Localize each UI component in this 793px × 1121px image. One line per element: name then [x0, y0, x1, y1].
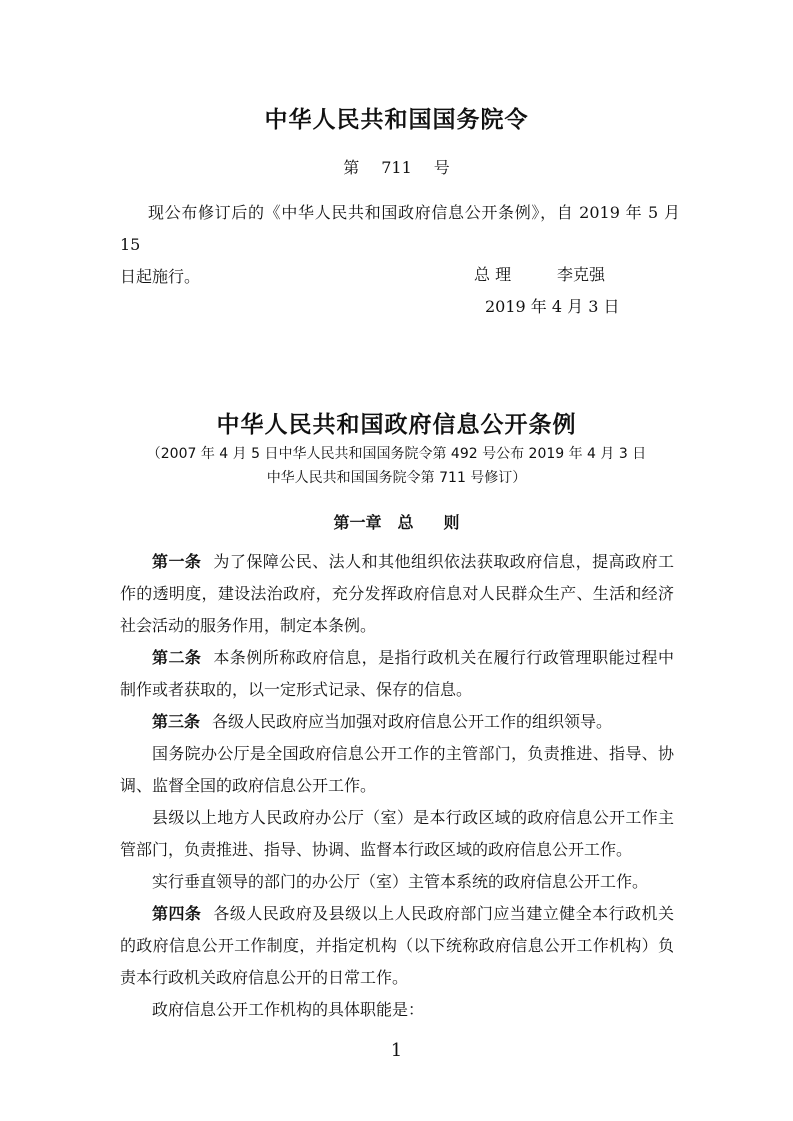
article-paragraph [120, 738, 674, 802]
article-text: 本条例所称政府信息，是指行政机关在履行行政管理职能过程中制作或者获取的，以一定形式记录、保存的信息。 [120, 648, 674, 699]
article-text: 为了保障公民、法人和其他组织依法获取政府信息，提高政府工作的透明度，建设法治政府，充分发挥政府信息对人民群众生产、生活和经济社会活动的服务作用，制定本条例。 [120, 552, 674, 635]
decree-number-prefix: 第 [343, 158, 360, 177]
chapter-title-part: 总 [397, 513, 414, 532]
signer-title: 总 理 [474, 265, 512, 284]
article-paragraph [120, 994, 674, 1026]
decree-title: 中华人民共和国国务院令 [264, 106, 529, 133]
article-label: 第三条 [152, 712, 201, 731]
article-paragraph [120, 898, 674, 994]
decree-number-value: 711 [381, 158, 412, 177]
decree-number [0, 155, 793, 178]
article-label: 第四条 [152, 904, 202, 923]
decree-body-line: 日起施行。 [120, 267, 201, 286]
article-text: 实行垂直领导的部门的办公厅（室）主管本系统的政府信息公开工作。 [152, 872, 649, 891]
signer-name: 李克强 [557, 265, 606, 284]
page-number: 1 [390, 1040, 403, 1061]
decree-body-line: 现公布修订后的《中华人民共和国政府信息公开条例》，自 2019 年 5 月 15 [120, 203, 680, 254]
decree-number-suffix: 号 [433, 158, 450, 177]
article-paragraph [120, 642, 674, 706]
article-text: 国务院办公厅是全国政府信息公开工作的主管部门，负责推进、指导、协调、监督全国的政府信息公开工作。 [120, 744, 674, 795]
article-paragraph [120, 802, 674, 866]
source-note-line: 中华人民共和国国务院令第 711 号修订） [266, 470, 527, 486]
regulation-source-note [0, 442, 793, 490]
article-text: 政府信息公开工作机构的具体职能是： [152, 1000, 425, 1019]
decree-date: 2019 年 4 月 3 日 [485, 297, 620, 316]
chapter-heading [0, 510, 793, 533]
regulation-title: 中华人民共和国政府信息公开条例 [216, 411, 577, 438]
article-paragraph [120, 546, 674, 642]
article-text: 各级人民政府及县级以上人民政府部门应当建立健全本行政机关的政府信息公开工作制度，并指定机构（以下统称政府信息公开工作机构）负责本行政机关政府信息公开的日常工作。 [120, 904, 674, 987]
article-label: 第二条 [152, 648, 202, 667]
article-text: 县级以上地方人民政府办公厅（室）是本行政区域的政府信息公开工作主管部门，负责推进、指导、协调、监督本行政区域的政府信息公开工作。 [120, 808, 674, 859]
chapter-title-part: 则 [443, 513, 460, 532]
article-text: 各级人民政府应当加强对政府信息公开工作的组织领导。 [212, 712, 613, 731]
chapter-number: 第一章 [333, 513, 382, 532]
source-note-line: （2007 年 4 月 5 日中华人民共和国国务院令第 492 号公布 2019 年 4 月 3 日 [146, 446, 647, 462]
article-list [120, 546, 674, 1026]
article-paragraph [120, 706, 674, 738]
article-paragraph [120, 866, 674, 898]
article-label: 第一条 [152, 552, 202, 571]
